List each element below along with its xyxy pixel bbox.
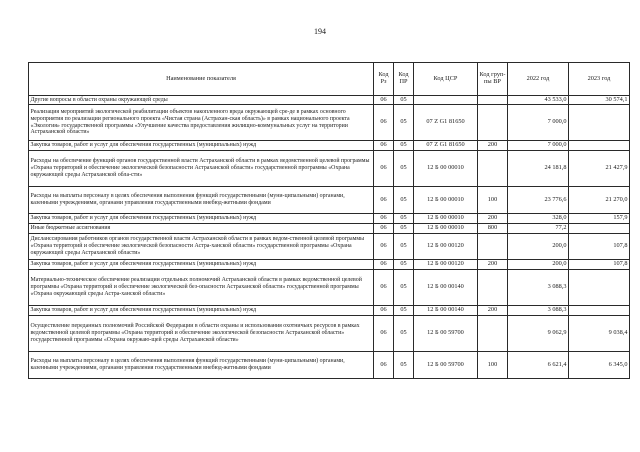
table-row — [29, 316, 630, 352]
row-2023 — [569, 141, 630, 151]
table-row — [29, 352, 630, 379]
row-vr: 100 — [478, 352, 508, 379]
table-row — [29, 224, 630, 234]
row-pr: 05 — [394, 270, 414, 306]
row-pr: 05 — [394, 105, 414, 141]
row-pr: 05 — [394, 352, 414, 379]
row-pr: 05 — [394, 224, 414, 234]
row-name: Реализация мероприятий экологической реабилитации объектов накопленного вреда окружающей сре-де в рамках основного мероприятия по реализации регионального проекта «Чистая страна (Астрахан-ская область)» в рамках национального проекта «Экология» государственной программы «Улучшение качества предоставления жилищно-коммунальных услуг на территории Астраханской области» — [29, 105, 374, 141]
header-csr: Код ЦСР — [414, 63, 478, 96]
row-csr: 12 Б 00 00010 — [414, 214, 478, 224]
row-pr: 05 — [394, 214, 414, 224]
row-csr: 07 Z G1 81650 — [414, 141, 478, 151]
row-vr — [478, 316, 508, 352]
row-name: Другие вопросы в области охраны окружающей среды — [29, 96, 374, 105]
row-csr: 12 Б 00 00120 — [414, 234, 478, 260]
row-2023 — [569, 224, 630, 234]
row-vr — [478, 270, 508, 306]
table-row — [29, 234, 630, 260]
table-row — [29, 306, 630, 316]
row-rz: 06 — [374, 105, 394, 141]
row-pr: 05 — [394, 96, 414, 105]
row-csr: 12 Б 00 59700 — [414, 352, 478, 379]
row-2022: 200,0 — [508, 234, 569, 260]
row-name: Материально-техническое обеспечение реализации отдельных полномочий Астраханской области в рамках ведомственной целевой программы «Охрана территорий и обеспечение экологической без-опасности Астраханской области» государственной программы «Охрана окружающей среды Астра-ханской области» — [29, 270, 374, 306]
row-name: Осуществление переданных полномочий Российской Федерации в области охраны и использования охотничьих ресурсов в рамках ведомственной целевой программы «Охрана территорий и обеспечение экологической безопасности Астраханской области» государственной программы «Охрана окружаю-щей среды Астраханской области» — [29, 316, 374, 352]
row-pr: 05 — [394, 151, 414, 187]
row-2022: 7 000,0 — [508, 141, 569, 151]
row-vr — [478, 105, 508, 141]
row-2023: 21 427,9 — [569, 151, 630, 187]
row-2023: 9 038,4 — [569, 316, 630, 352]
row-csr: 12 Б 00 59700 — [414, 316, 478, 352]
row-csr — [414, 96, 478, 105]
row-rz: 06 — [374, 187, 394, 214]
row-csr: 12 Б 00 00140 — [414, 270, 478, 306]
header-2023: 2023 год — [569, 63, 630, 96]
row-rz: 06 — [374, 234, 394, 260]
row-2022: 24 181,8 — [508, 151, 569, 187]
row-name: Иные бюджетные ассигнования — [29, 224, 374, 234]
row-2023 — [569, 270, 630, 306]
row-2023 — [569, 105, 630, 141]
row-name: Закупка товаров, работ и услуг для обеспечения государственных (муниципальных) нужд — [29, 214, 374, 224]
row-2022: 6 621,4 — [508, 352, 569, 379]
header-rz: Код Рз — [374, 63, 394, 96]
row-vr — [478, 96, 508, 105]
table-row — [29, 141, 630, 151]
table-row — [29, 151, 630, 187]
row-2022: 77,2 — [508, 224, 569, 234]
row-rz: 06 — [374, 141, 394, 151]
row-pr: 05 — [394, 187, 414, 214]
row-vr — [478, 234, 508, 260]
row-2022: 9 062,9 — [508, 316, 569, 352]
row-pr: 05 — [394, 141, 414, 151]
row-2023: 107,8 — [569, 260, 630, 270]
row-vr: 200 — [478, 141, 508, 151]
row-pr: 05 — [394, 234, 414, 260]
row-name: Закупка товаров, работ и услуг для обеспечения государственных (муниципальных) нужд — [29, 306, 374, 316]
row-csr: 12 Б 00 00010 — [414, 151, 478, 187]
row-2023: 157,9 — [569, 214, 630, 224]
row-2023: 21 270,0 — [569, 187, 630, 214]
row-2022: 3 088,3 — [508, 270, 569, 306]
row-vr: 200 — [478, 260, 508, 270]
row-csr: 12 Б 00 00140 — [414, 306, 478, 316]
row-rz: 06 — [374, 260, 394, 270]
row-2022: 23 776,6 — [508, 187, 569, 214]
row-rz: 06 — [374, 96, 394, 105]
row-vr: 200 — [478, 214, 508, 224]
row-name: Расходы на выплаты персоналу в целях обеспечения выполнения функций государственными (муни-ципальными) органами, казенными учреждениями, органами управления государственными внебюд-жетными фондами — [29, 352, 374, 379]
header-name: Наименование показателя — [29, 63, 374, 96]
table-header-row — [29, 63, 630, 96]
table-row — [29, 214, 630, 224]
row-rz: 06 — [374, 270, 394, 306]
row-name: Расходы на выплаты персоналу в целях обеспечения выполнения функций государственными (муни-ципальными) органами, казенными учреждениями, органами управления государственными внебюд-жетными фондами — [29, 187, 374, 214]
row-2022: 43 533,0 — [508, 96, 569, 105]
row-pr: 05 — [394, 306, 414, 316]
row-2023: 6 345,0 — [569, 352, 630, 379]
row-rz: 06 — [374, 214, 394, 224]
row-2023 — [569, 306, 630, 316]
row-2022: 3 088,3 — [508, 306, 569, 316]
row-vr: 100 — [478, 187, 508, 214]
header-pr: Код ПР — [394, 63, 414, 96]
row-rz: 06 — [374, 352, 394, 379]
header-2022: 2022 год — [508, 63, 569, 96]
row-2022: 328,0 — [508, 214, 569, 224]
row-rz: 06 — [374, 151, 394, 187]
budget-table — [28, 62, 630, 379]
page-number: 194 — [314, 27, 326, 36]
row-rz: 06 — [374, 306, 394, 316]
table-row — [29, 96, 630, 105]
row-name: Закупка товаров, работ и услуг для обеспечения государственных (муниципальных) нужд — [29, 260, 374, 270]
table-row — [29, 270, 630, 306]
row-name: Дисланссирования работников органов государственной власти Астраханской области в рамках ведом-ственной целевой программы «Охрана территорий и обеспечение экологической безопасности Астра-ханской области» государственной программы «Охрана окружающей среды Астраханской области» — [29, 234, 374, 260]
row-vr — [478, 151, 508, 187]
row-name: Расходы на обеспечение функций органов государственной власти Астраханской области в рамках ведомственной целевой программы «Охрана территорий и обеспечение экологической безопасности Астраханской области» государственной программы «Охрана окружающей среды Астраханской обла-сти» — [29, 151, 374, 187]
table-row — [29, 187, 630, 214]
row-csr: 07 Z G1 81650 — [414, 105, 478, 141]
row-rz: 06 — [374, 316, 394, 352]
table-row — [29, 260, 630, 270]
row-vr: 800 — [478, 224, 508, 234]
table-row — [29, 105, 630, 141]
row-rz: 06 — [374, 224, 394, 234]
row-pr: 05 — [394, 316, 414, 352]
row-2023: 30 574,1 — [569, 96, 630, 105]
row-pr: 05 — [394, 260, 414, 270]
row-2022: 7 000,0 — [508, 105, 569, 141]
row-csr: 12 Б 00 00010 — [414, 224, 478, 234]
row-2023: 107,8 — [569, 234, 630, 260]
row-csr: 12 Б 00 00120 — [414, 260, 478, 270]
row-vr: 200 — [478, 306, 508, 316]
row-2022: 200,0 — [508, 260, 569, 270]
row-name: Закупка товаров, работ и услуг для обеспечения государственных (муниципальных) нужд — [29, 141, 374, 151]
header-vr: Код груп-пы ВР — [478, 63, 508, 96]
row-csr: 12 Б 00 00010 — [414, 187, 478, 214]
